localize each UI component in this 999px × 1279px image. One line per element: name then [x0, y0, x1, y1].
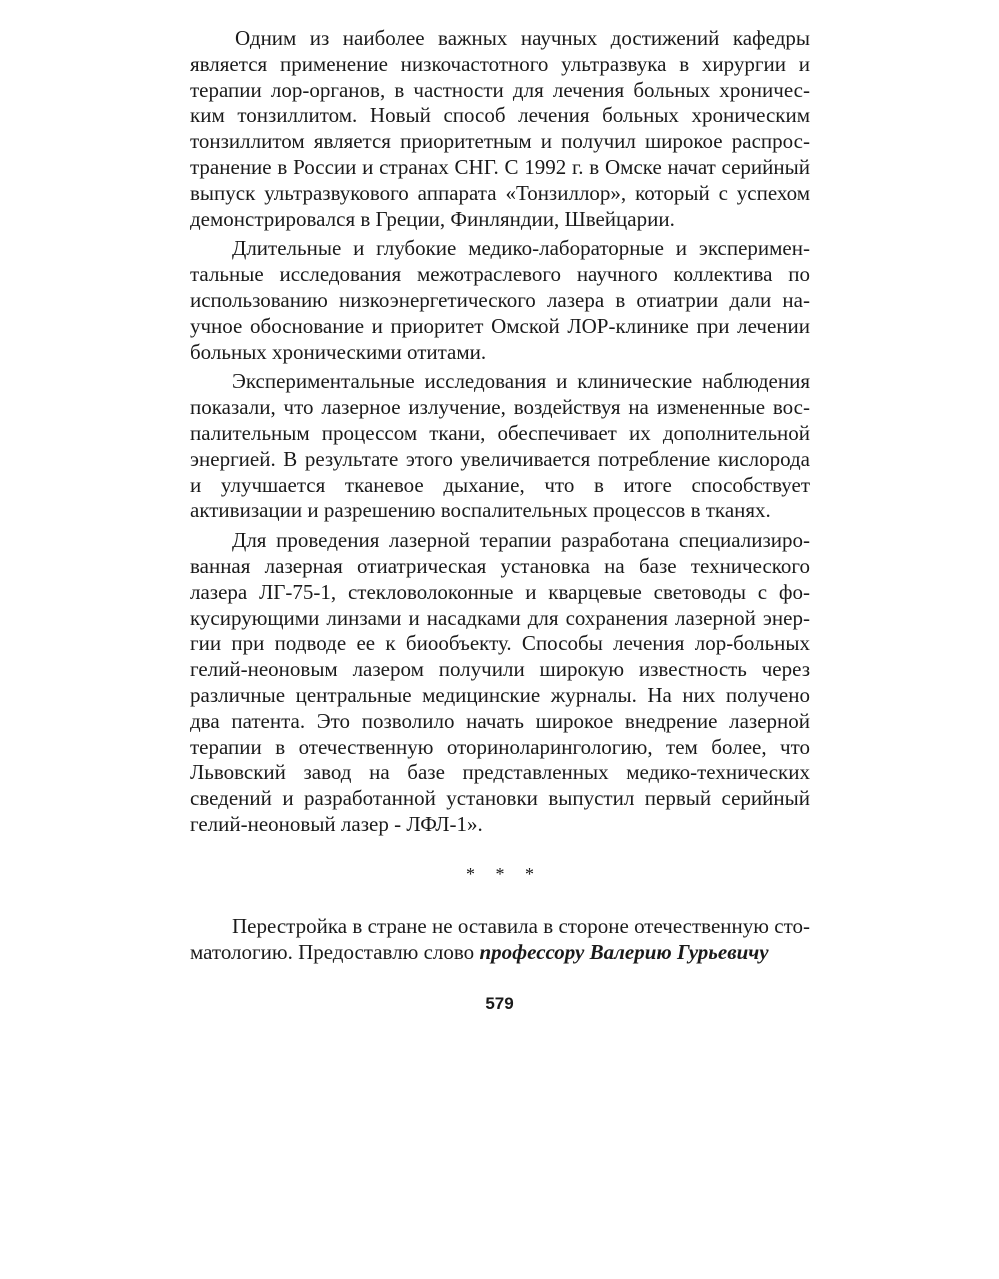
page-body: [190, 26, 810, 969]
paragraph-dentistry-text: Перестройка в стране не оставила в стороне отечественную стоматологию. Предоставлю слово: [190, 913, 810, 964]
page-number: 579: [485, 994, 514, 1013]
emphasized-name: профессору Валерию Гурьевичу: [479, 939, 769, 964]
paragraph-dentistry: [190, 914, 810, 966]
paragraph-laser-therapy: Для проведения лазерной терапии разработана специализированная лазерная отиатрическая установка на базе технического лазера ЛГ-75-1, стекловолоконные и кварцевые световоды с фокусирующими линзами и насадками для сохранения лазерной энергии при подводе ее к биообъекту. Способы лечения лор-больных гелий-неоновым лазером получили широкую известность через различные центральные медицинские журналы. На них получено два патента. Это позволило начать широкое внедрение лазерной терапии в отечественную оториноларингологию, тем более, что Львовский завод на базе представленных медико-технических сведений и разработанной установки выпустил первый серийный гелий-неоновый лазер - ЛФЛ-1».: [190, 528, 810, 836]
paragraph-laser-research: Длительные и глубокие медико-лабораторные и экспериментальные исследования межотраслевого научного коллектива по использованию низкоэнергетического лазера в отиатрии дали научное обоснование и приоритет Омской ЛОР-клинике при лечении больных хроническими отитами.: [190, 236, 810, 364]
paragraph-ultrasound: Одним из наиболее важных научных достижений кафедры является применение низкочастотного ультразвука в хирургии и терапии лор-органов, в частности для лечения больных хроническим тонзиллитом. Новый способ лечения больных хроническим тонзиллитом является приоритетным и получил широкое распространение в России и странах СНГ. С 1992 г. в Омске начат серийный выпуск ультразвукового аппарата «Тонзиллор», который с успехом демонстрировался в Греции, Финляндии, Швейцарии.: [190, 26, 810, 231]
paragraph-clinical-observations: Экспериментальные исследования и клинические наблюдения показали, что лазерное излучение, воздействуя на измененные воспалительным процессом ткани, обеспечивает их дополнительной энергией. В результате этого увеличивается потребление кислорода и улучшается тканевое дыхание, что в итоге способствует активизации и разрешению воспалительных процессов в тканях.: [190, 369, 810, 523]
section-separator: * * *: [466, 863, 542, 884]
